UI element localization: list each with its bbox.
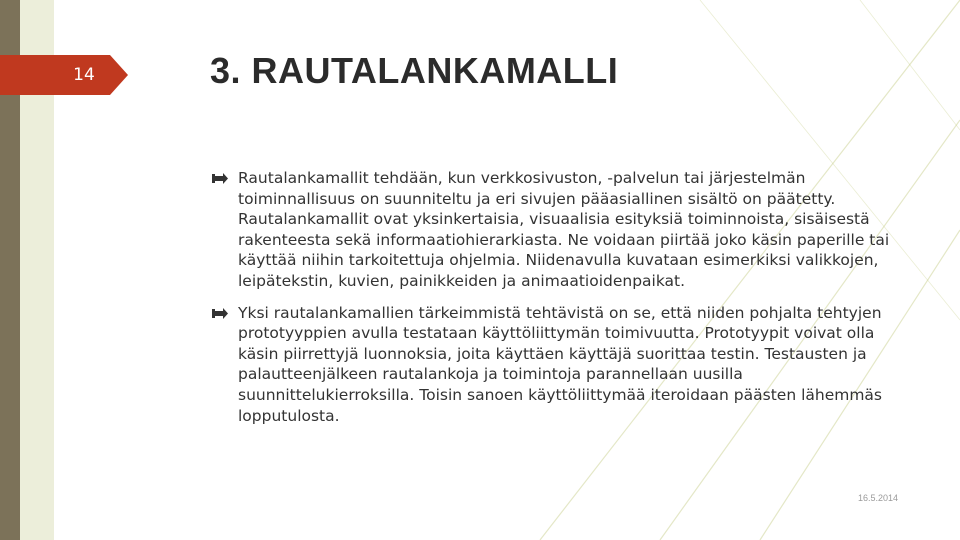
slide-title: 3. RAUTALANKAMALLI — [210, 50, 619, 91]
arrowhead-bullet-icon — [212, 308, 228, 319]
bullet-item — [210, 303, 890, 427]
bullet-text: Rautalankamallit tehdään, kun verkkosivuston, -palvelun tai järjestelmän toiminnallisuus on suunniteltu ja eri sivujen pääasiallinen sisältö on päätetty. Rautalankamallit ovat yksinkertaisia, visuaalisia esityksiä toiminnoista, sisäisestä rakenteesta sekä informaatiohierarkiasta. Ne voidaan piirtää joko käsin paperille tai käyttää niihin tarkoitettuja ohjelmia. Niidenavulla kuvataan esimerkiksi valikkojen, leipätekstin, kuvien, painikkeiden ja animaatioidenpaikat. — [238, 169, 890, 290]
arrowhead-bullet-icon — [212, 173, 228, 184]
footer-date: 16.5.2014 — [858, 493, 899, 503]
bullet-text: Yksi rautalankamallien tärkeimmistä tehtävistä on se, että niiden pohjalta tehtyjen prototyyppien avulla testataan käyttöliittymän toimivuutta. Prototyypit voivat olla käsin piirrettyjä luonnoksia, joita käyttäen käyttäjä suorittaa testin. Testausten ja palautteenjälkeen rautalankoja ja toimintoja parannellaan uusilla suunnittelukierroksilla. Toisin sanoen käyttöliittymää iteroidaan päästen lähemmäs lopputulosta. — [238, 303, 882, 425]
slide-number: 14 — [73, 65, 95, 85]
bullet-list — [210, 168, 890, 426]
bullet-item — [210, 168, 890, 292]
